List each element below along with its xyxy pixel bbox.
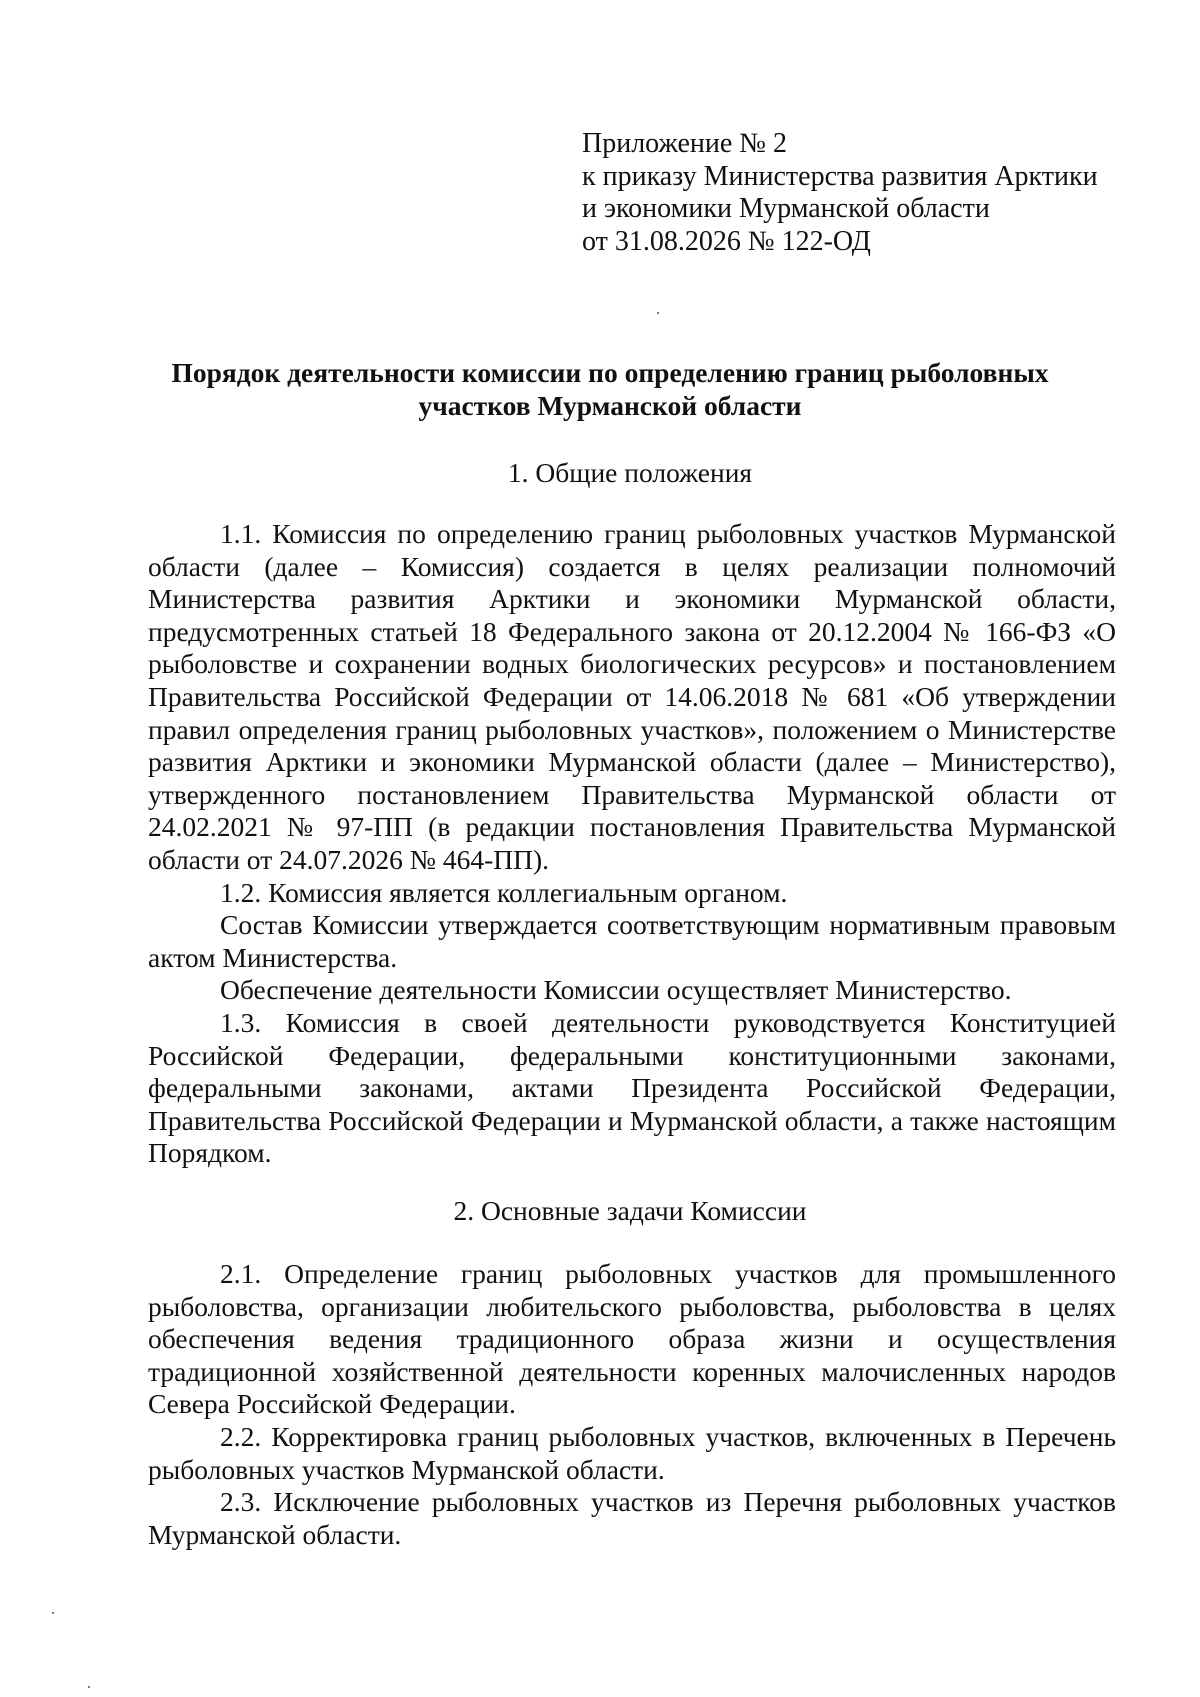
scan-speck bbox=[52, 1612, 54, 1614]
paragraph-1-2-support: Обеспечение деятельности Комиссии осуществляет Министерство. bbox=[220, 974, 1012, 1006]
paragraph-1-2: 1.2. Комиссия является коллегиальным органом. bbox=[220, 876, 788, 908]
section-2-heading: 2. Основные задачи Комиссии bbox=[453, 1195, 807, 1226]
appendix-line-1: Приложение № 2 bbox=[582, 128, 787, 159]
scan-speck bbox=[657, 312, 659, 314]
paragraph-2-3: 2.3. Исключение рыболовных участков из Перечня рыболовных участков Мурманской области. bbox=[148, 1486, 1116, 1550]
scan-speck bbox=[88, 1686, 90, 1688]
appendix-line-4: от 31.08.2026 № 122-ОД bbox=[582, 225, 871, 257]
document-title bbox=[150, 356, 1070, 422]
paragraph-2-1: 2.1. Определение границ рыболовных участков для промышленного рыболовства, организации любительского рыболовства, рыболовства в целях обеспечения ведения традиционного образа жизни и осуществления традиционной хозяйственной деятельности коренных малочисленных народов Севера Российской Федерации. bbox=[148, 1258, 1116, 1420]
section-1-body bbox=[148, 518, 1116, 1170]
paragraph-2-2: 2.2. Корректировка границ рыболовных участков, включенных в Перечень рыболовных участков Мурманской области. bbox=[148, 1420, 1116, 1485]
appendix-header bbox=[582, 128, 1098, 258]
paragraph-1-3: 1.3. Комиссия в своей деятельности руководствуется Конституцией Российской Федерации, федеральными конституционными законами, федеральными законами, актами Президента Российской Федерации, Правительства Российской Федерации и Мурманской области, а также настоящим Порядком. bbox=[148, 1006, 1116, 1169]
paragraph-1-1: 1.1. Комиссия по определению границ рыболовных участков Мурманской области (далее – Комиссия) создается в целях реализации полномочий Министерства развития Арктики и экономики Мурманской области, предусмотренных статьей 18 Федерального закона от 20.12.2004 № 166-ФЗ «О рыболовстве и сохранении водных биологических ресурсов» и постановлением Правительства Российской Федерации от 14.06.2018 № 681 «Об утверждении правил определения границ рыболовных участков», положением о Министерстве развития Арктики и экономики Мурманской области (далее – Министерство), утвержденного постановлением Правительства Мурманской области от 24.02.2021 № 97-ПП (в редакции постановления Правительства Мурманской области от 24.07.2026 № 464-ПП). bbox=[148, 518, 1116, 875]
section-2-body bbox=[148, 1258, 1116, 1551]
appendix-line-3: и экономики Мурманской области bbox=[582, 193, 990, 224]
title-line-1: Порядок деятельности комиссии по определению границ рыболовных bbox=[171, 357, 1049, 388]
appendix-line-2: к приказу Министерства развития Арктики bbox=[582, 160, 1098, 192]
paragraph-1-2-composition: Состав Комиссии утверждается соответствующим нормативным правовым актом Министерства. bbox=[148, 909, 1116, 973]
section-1-heading: 1. Общие положения bbox=[507, 457, 753, 488]
title-line-2: участков Мурманской области bbox=[418, 390, 802, 421]
